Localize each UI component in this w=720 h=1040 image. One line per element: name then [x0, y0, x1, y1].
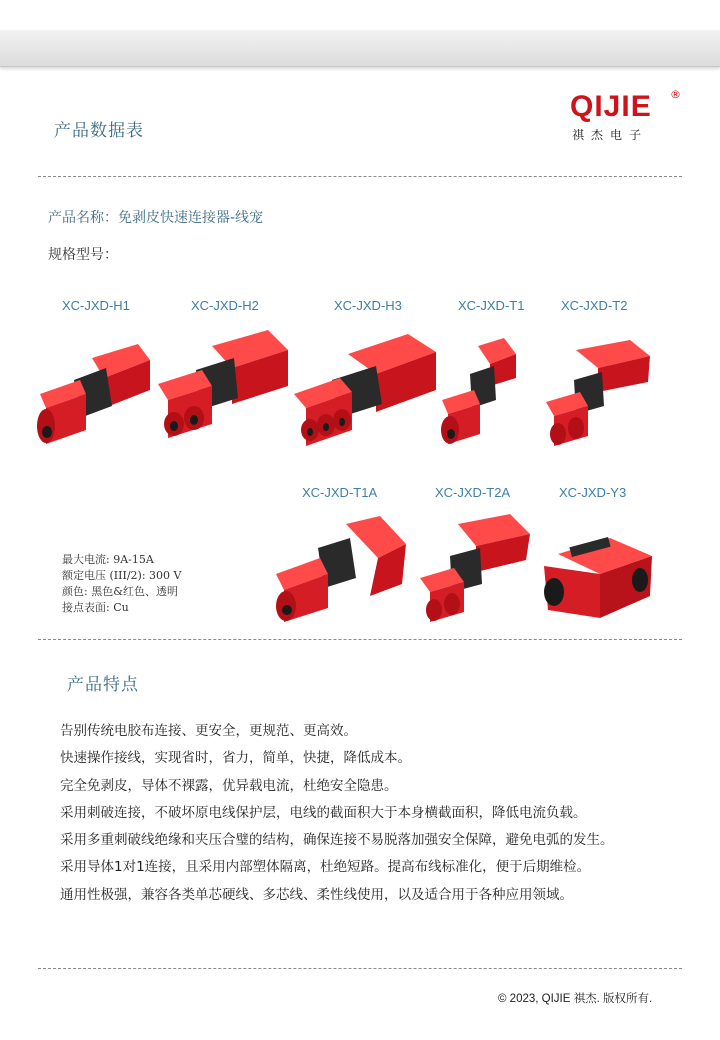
model-label-t1: XC-JXD-T1 — [458, 298, 525, 313]
features-title: 产品特点 — [67, 675, 139, 695]
divider — [38, 639, 682, 640]
model-label: 规格型号： — [48, 247, 118, 263]
feature-item: 快速操作接线，实现省时，省力，简单，快捷，降低成本。 — [60, 750, 411, 767]
feature-item: 告别传统电胶布连接、更安全，更规范、更高效。 — [60, 723, 357, 739]
model-label-t2: XC-JXD-T2 — [561, 298, 628, 313]
divider — [38, 968, 682, 969]
model-label-t2a: XC-JXD-T2A — [435, 485, 511, 500]
feature-list — [60, 718, 614, 909]
logo-subtitle: 祺杰电子 — [572, 128, 649, 142]
product-image-t1 — [434, 334, 518, 448]
spec-contact-surface: 接点表面: Cu — [62, 601, 129, 614]
model-label-h3: XC-JXD-H3 — [334, 298, 402, 313]
feature-item: 采用导体1对1连接，且采用内部塑体隔离，杜绝短路。提高布线标准化，便于后期维检。 — [60, 859, 591, 876]
feature-item: 采用多重刺破线绝缘和夹压合璧的结构，确保连接不易脱落加强安全保障，避免电弧的发生。 — [60, 832, 614, 849]
product-image-t2 — [540, 336, 652, 448]
product-image-y3 — [540, 530, 656, 622]
divider — [38, 176, 682, 177]
product-image-h3 — [290, 330, 440, 450]
product-name-label: 产品名称： — [48, 210, 118, 226]
feature-item: 采用刺破连接，不破坏原电线保护层，电线的截面积大于本身横截面积，降低电流负载。 — [60, 804, 587, 821]
top-header-bar — [0, 30, 720, 67]
spec-list — [62, 552, 181, 616]
page-title: 产品数据表 — [54, 121, 144, 141]
product-image-h1 — [34, 338, 154, 448]
product-image-t2a — [414, 512, 534, 624]
copyright-footer: © 2023, QIJIE 祺杰. 版权所有. — [498, 993, 653, 1005]
product-name-value: 免剥皮快速连接器-线宠 — [118, 210, 264, 226]
logo-registered-mark: ® — [670, 88, 681, 101]
feature-item: 通用性极强，兼容各类单芯硬线、多芯线、柔性线使用，以及适合用于各种应用领域。 — [60, 886, 573, 903]
product-image-t1a — [270, 514, 412, 624]
brand-logo — [570, 88, 688, 148]
spec-color: 颜色: 黑色&红色、透明 — [62, 585, 178, 598]
model-label-y3: XC-JXD-Y3 — [559, 485, 627, 500]
spec-max-current: 最大电流: 9A-15A — [62, 553, 154, 566]
model-label-t1a: XC-JXD-T1A — [302, 485, 378, 500]
product-image-h2 — [150, 326, 292, 446]
product-name — [48, 207, 263, 227]
spec-rated-voltage: 额定电压 (III/2): 300 V — [62, 569, 182, 582]
logo-brand: QIJIE — [570, 90, 652, 123]
feature-item: 完全免剥皮，导体不裸露，优异载电流，杜绝安全隐患。 — [60, 777, 398, 794]
model-label-h2: XC-JXD-H2 — [191, 298, 259, 313]
model-label-h1: XC-JXD-H1 — [62, 298, 130, 313]
